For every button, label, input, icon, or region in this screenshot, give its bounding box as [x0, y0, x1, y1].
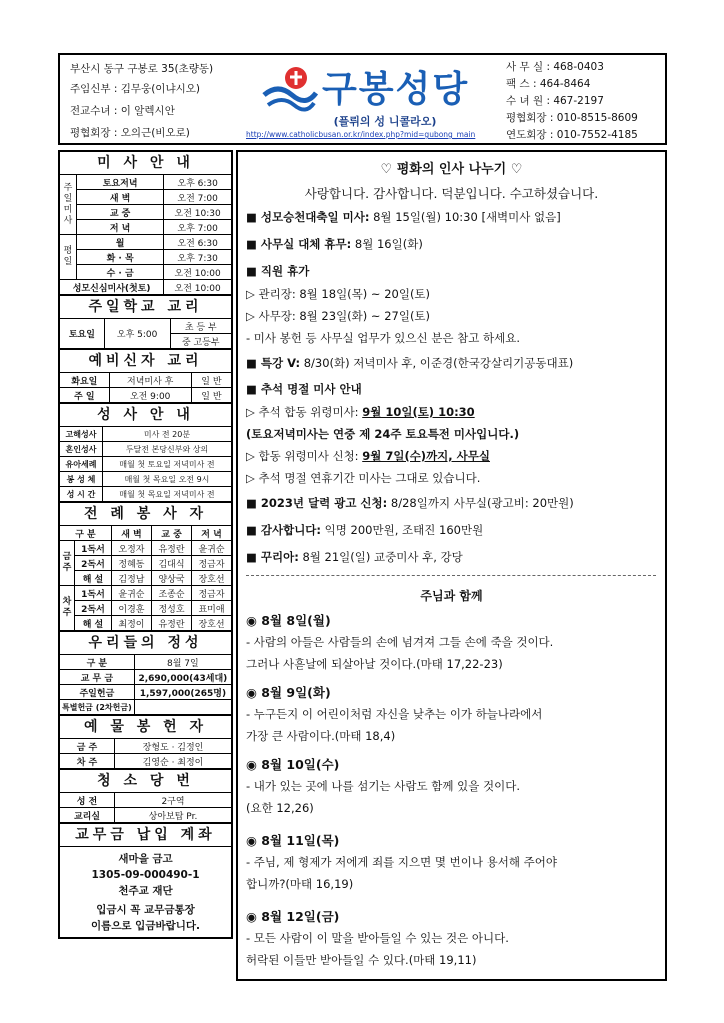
- gospel-verse: - 주님, 제 형제가 저에게 죄를 지으면 몇 번이나 용서해 주어야: [246, 855, 557, 869]
- notice-chuseok: ■ 추석 명절 미사 안내: [246, 382, 362, 396]
- mass-name: 저 녁: [77, 220, 164, 235]
- offering-label: 주일헌금: [60, 685, 134, 700]
- servers-table: [60, 526, 231, 631]
- notice-line: ▷ 사무장: 8월 23일(화) ~ 27일(토): [246, 309, 431, 323]
- notice-body: 8/30(화) 저녁미사 후, 이준경(한국강살리기공동대표): [300, 356, 574, 370]
- sacrament-desc: 매월 첫 목요일 저녁미사 전: [103, 487, 232, 502]
- middle-class: 중 고등부: [170, 334, 231, 349]
- gospel-verse: - 내가 있는 곳에 나를 섬기는 사람도 함께 있을 것이다.: [246, 779, 520, 793]
- server-name: 정성호: [151, 601, 191, 616]
- donor-label: 금 주: [60, 739, 115, 754]
- notice-line: [246, 404, 475, 420]
- weekday-mass-label: 평일: [60, 235, 77, 280]
- sister-name: 전교수녀 : 이 알렉시안: [70, 105, 175, 117]
- account-note: 이름으로 입금바랍니다.: [90, 920, 201, 932]
- notice-head: ■ 2023년 달력 광고 신청:: [246, 496, 388, 510]
- parish-logo-icon: [260, 65, 318, 113]
- donor-label: 차 주: [60, 754, 115, 769]
- server-role: 1독서: [75, 586, 112, 601]
- right-column: [236, 150, 667, 981]
- server-name: 표미애: [192, 601, 231, 616]
- class-day: 화요일: [60, 373, 109, 388]
- elementary-class: 초 등 부: [170, 319, 231, 334]
- fax-number: 팩 스 : 464-8464: [506, 78, 591, 90]
- offering-value: 1,597,000(265명): [134, 685, 231, 700]
- sunday-school-title: 주일학교 교리: [60, 295, 231, 319]
- server-role: 2독서: [75, 601, 112, 616]
- class-day: 주 일: [60, 388, 109, 403]
- gospel-verse: 합니까?(마태 16,19): [246, 877, 354, 891]
- notice-head: ■ 성모승천대축일 미사:: [246, 210, 370, 224]
- school-time: 오후 5:00: [104, 319, 170, 349]
- sacraments-title: 성 사 안 내: [60, 403, 231, 427]
- gospel-date: ◉ 8월 11일(목): [246, 833, 340, 848]
- server-name: 양상국: [151, 571, 191, 586]
- account-holder: 천주교 재단: [118, 885, 173, 897]
- mass-time: 오전 10:00: [164, 265, 231, 280]
- gospel-date: ◉ 8월 12일(금): [246, 909, 340, 924]
- mass-name: 화 · 목: [77, 250, 164, 265]
- parish-address: 부산시 동구 구봉로 35(초량동): [70, 63, 214, 75]
- notice-text: ▷ 추석 합동 위령미사:: [246, 405, 363, 419]
- offering-table: [60, 655, 231, 715]
- notice-text: ▷ 합동 위령미사 신청:: [246, 449, 363, 463]
- server-name: 김대식: [151, 556, 191, 571]
- offering-value: [134, 700, 231, 715]
- gospel-date: ◉ 8월 10일(수): [246, 757, 340, 772]
- notice-office-closed: [246, 236, 423, 252]
- class-type: 일 반: [191, 373, 231, 388]
- server-role: 2독서: [75, 556, 112, 571]
- offering-label: 특별헌금 (2차헌금): [60, 700, 134, 715]
- gospel-verse: 가장 큰 사람이다.(마태 18,4): [246, 729, 396, 743]
- gospel-date: ◉ 8월 9일(화): [246, 685, 331, 700]
- notice-date: 9월 10일(토) 10:30: [362, 405, 475, 419]
- catechumen-table: [60, 373, 231, 403]
- donor-names: 장형도 · 김정인: [115, 739, 232, 754]
- server-role: 1독서: [75, 541, 112, 556]
- offering-value: 2,690,000(43세대): [134, 670, 231, 685]
- account-title: 교무금 납입 계좌: [60, 823, 231, 847]
- gospel-title: 주님과 함께: [420, 589, 483, 603]
- catechumen-title: 예비신자 교리: [60, 349, 231, 373]
- notice-lecture: [246, 355, 573, 371]
- notice-date: 9월 7일(수)까지, 사무실: [362, 449, 490, 463]
- class-type: 일 반: [191, 388, 231, 403]
- server-name: 윤귀순: [111, 586, 151, 601]
- sacrament-desc: 미사 전 20분: [103, 427, 232, 442]
- notices-title: ♡ 평화의 인사 나누기 ♡: [380, 162, 523, 177]
- mass-time: 오전 10:00: [164, 280, 231, 295]
- cleaning-title: 청 소 당 번: [60, 769, 231, 793]
- server-name: 장호선: [192, 571, 231, 586]
- notice-body: 8/28일까지 사무실(광고비: 20만원): [387, 496, 574, 510]
- notice-staff-leave: ■ 직원 휴가: [246, 264, 310, 278]
- patron-saint: (플뤼의 성 니콜라오): [333, 115, 437, 128]
- cleaning-label: 성 전: [60, 793, 115, 808]
- sacrament-name: 봉 성 체: [60, 472, 103, 487]
- server-name: 조종순: [151, 586, 191, 601]
- mass-schedule-table: [60, 175, 231, 295]
- class-time: 저녁미사 후: [109, 373, 191, 388]
- gospel-verse: - 모든 사람이 이 말을 받아들일 수 있는 것은 아니다.: [246, 931, 509, 945]
- server-name: 정금자: [192, 556, 231, 571]
- sacrament-name: 혼인성사: [60, 442, 103, 457]
- gospel-date: ◉ 8월 8일(월): [246, 613, 331, 628]
- sacrament-desc: 매월 첫 목요일 오전 9시: [103, 472, 232, 487]
- gospel-verse: 허락된 이들만 받아들일 수 있다.(마태 19,11): [246, 953, 477, 967]
- office-phone: 사 무 실 : 468-0403: [506, 61, 604, 73]
- servers-title: 전 례 봉 사 자: [60, 502, 231, 526]
- council-president: 평협회장 : 오의근(비오로): [70, 127, 190, 139]
- gospel-verse: (요한 12,26): [246, 801, 314, 815]
- server-name: 유정란: [151, 616, 191, 631]
- parish-name: 구봉성당: [322, 69, 470, 110]
- sunday-school-table: [60, 319, 231, 349]
- sacraments-table: [60, 427, 231, 502]
- mass-name: 토요저녁: [77, 175, 164, 190]
- servers-head: 교 중: [151, 526, 191, 541]
- cleaning-label: 교리실: [60, 808, 115, 823]
- offering-head-value: 8월 7일: [134, 655, 231, 670]
- mass-time: 오전 6:30: [164, 235, 231, 250]
- server-name: 최정이: [111, 616, 151, 631]
- notice-body: 8월 21일(일) 교중미사 후, 강당: [298, 550, 463, 564]
- gospel-verse: - 누구든지 이 어린이처럼 자신을 낮추는 이가 하늘나라에서: [246, 707, 543, 721]
- notice-line: - 미사 봉헌 등 사무실 업무가 있으신 분은 참고 하세요.: [246, 331, 520, 345]
- mass-name: 새 벽: [77, 190, 164, 205]
- server-name: 유정란: [151, 541, 191, 556]
- cleaning-value: 상아보탑 Pr.: [115, 808, 232, 823]
- offering-title: 우리들의 정성: [60, 631, 231, 655]
- sacrament-name: 성 시 간: [60, 487, 103, 502]
- server-name: 오정자: [111, 541, 151, 556]
- notice-calendar-ad: [246, 495, 574, 511]
- mass-name: 교 중: [77, 205, 164, 220]
- mass-time: 오전 7:00: [164, 190, 231, 205]
- donors-table: [60, 739, 231, 769]
- account-number: 1305-09-000490-1: [91, 869, 200, 881]
- gospel-verse: 그러나 사흗날에 되살아날 것이다.(마태 17,22-23): [246, 657, 503, 671]
- notice-line: (토요저녁미사는 연중 제 24주 토요특전 미사입니다.): [246, 427, 520, 441]
- notice-head: ■ 특강 V:: [246, 356, 301, 370]
- notice-line: ▷ 추석 명절 연휴기간 미사는 그대로 있습니다.: [246, 471, 481, 485]
- notice-body: 8월 15일(월) 10:30 [새벽미사 없음]: [369, 210, 561, 224]
- notice-body: 익명 200만원, 조태진 160만원: [321, 523, 484, 537]
- sacrament-desc: 두달전 본당신부와 상의: [103, 442, 232, 457]
- account-info: [60, 847, 231, 937]
- left-column: [58, 150, 233, 939]
- cleaning-table: [60, 793, 231, 823]
- next-week-label: 차주: [60, 586, 75, 631]
- servers-head: 구 분: [60, 526, 111, 541]
- greeting-text: 사랑합니다. 감사합니다. 덕분입니다. 수고하셨습니다.: [304, 186, 599, 201]
- notice-head: ■ 꾸리아:: [246, 550, 299, 564]
- sacrament-desc: 매월 첫 토요일 저녁미사 전: [103, 457, 232, 472]
- offering-label: 교 무 금: [60, 670, 134, 685]
- servers-head: 저 녁: [192, 526, 231, 541]
- council-phone: 평협회장 : 010-8515-8609: [506, 112, 638, 124]
- convent-phone: 수 녀 원 : 467-2197: [506, 95, 604, 107]
- mass-name: 월: [77, 235, 164, 250]
- pastor-name: 주임신부 : 김무웅(이냐시오): [70, 83, 200, 95]
- notice-assumption: [246, 209, 561, 225]
- server-name: 윤귀순: [192, 541, 231, 556]
- server-name: 정혜동: [111, 556, 151, 571]
- notice-line: [246, 448, 490, 464]
- notice-body: 8월 16일(화): [351, 237, 423, 251]
- gospel-verse: - 사람의 아들은 사람들의 손에 넘겨져 그들 손에 죽을 것이다.: [246, 635, 554, 649]
- school-day: 토요일: [60, 319, 104, 349]
- sunday-mass-label: 주일미사: [60, 175, 77, 235]
- server-role: 해 설: [75, 571, 112, 586]
- notice-curia: [246, 549, 463, 565]
- mass-time: 오전 10:30: [164, 205, 231, 220]
- youth-phone: 연도회장 : 010-7552-4185: [506, 129, 638, 141]
- cleaning-value: 2구역: [115, 793, 232, 808]
- first-saturday-mass: 성모신심미사(첫토): [60, 280, 164, 295]
- notice-head: ■ 사무실 대체 휴무:: [246, 237, 352, 251]
- notice-line: ▷ 관리장: 8월 18일(목) ~ 20일(토): [246, 287, 431, 301]
- sacrament-name: 고해성사: [60, 427, 103, 442]
- notice-thanks: [246, 522, 483, 538]
- bulletin-header: [58, 53, 667, 145]
- this-week-label: 금주: [60, 541, 75, 586]
- notice-head: ■ 감사합니다:: [246, 523, 322, 537]
- parish-website-link[interactable]: http://www.catholicbusan.or.kr/index.php?mid=gubong_main: [246, 130, 476, 139]
- account-note: 입금시 꼭 교무금통장: [96, 904, 195, 916]
- servers-head: 새 벽: [111, 526, 151, 541]
- mass-time: 오후 7:30: [164, 250, 231, 265]
- donors-title: 예 물 봉 헌 자: [60, 715, 231, 739]
- server-name: 이경훈: [111, 601, 151, 616]
- sacrament-name: 유아세례: [60, 457, 103, 472]
- server-name: 정금자: [192, 586, 231, 601]
- offering-head-label: 구 분: [60, 655, 134, 670]
- server-role: 해 설: [75, 616, 112, 631]
- server-name: 김정남: [111, 571, 151, 586]
- mass-name: 수 · 금: [77, 265, 164, 280]
- server-name: 장호선: [192, 616, 231, 631]
- mass-time: 오후 6:30: [164, 175, 231, 190]
- class-time: 오전 9:00: [109, 388, 191, 403]
- donor-names: 김영순 · 최정이: [115, 754, 232, 769]
- mass-title: 미 사 안 내: [60, 152, 231, 175]
- mass-time: 오후 7:00: [164, 220, 231, 235]
- bank-name: 새마을 금고: [118, 853, 173, 865]
- section-divider: [246, 575, 656, 576]
